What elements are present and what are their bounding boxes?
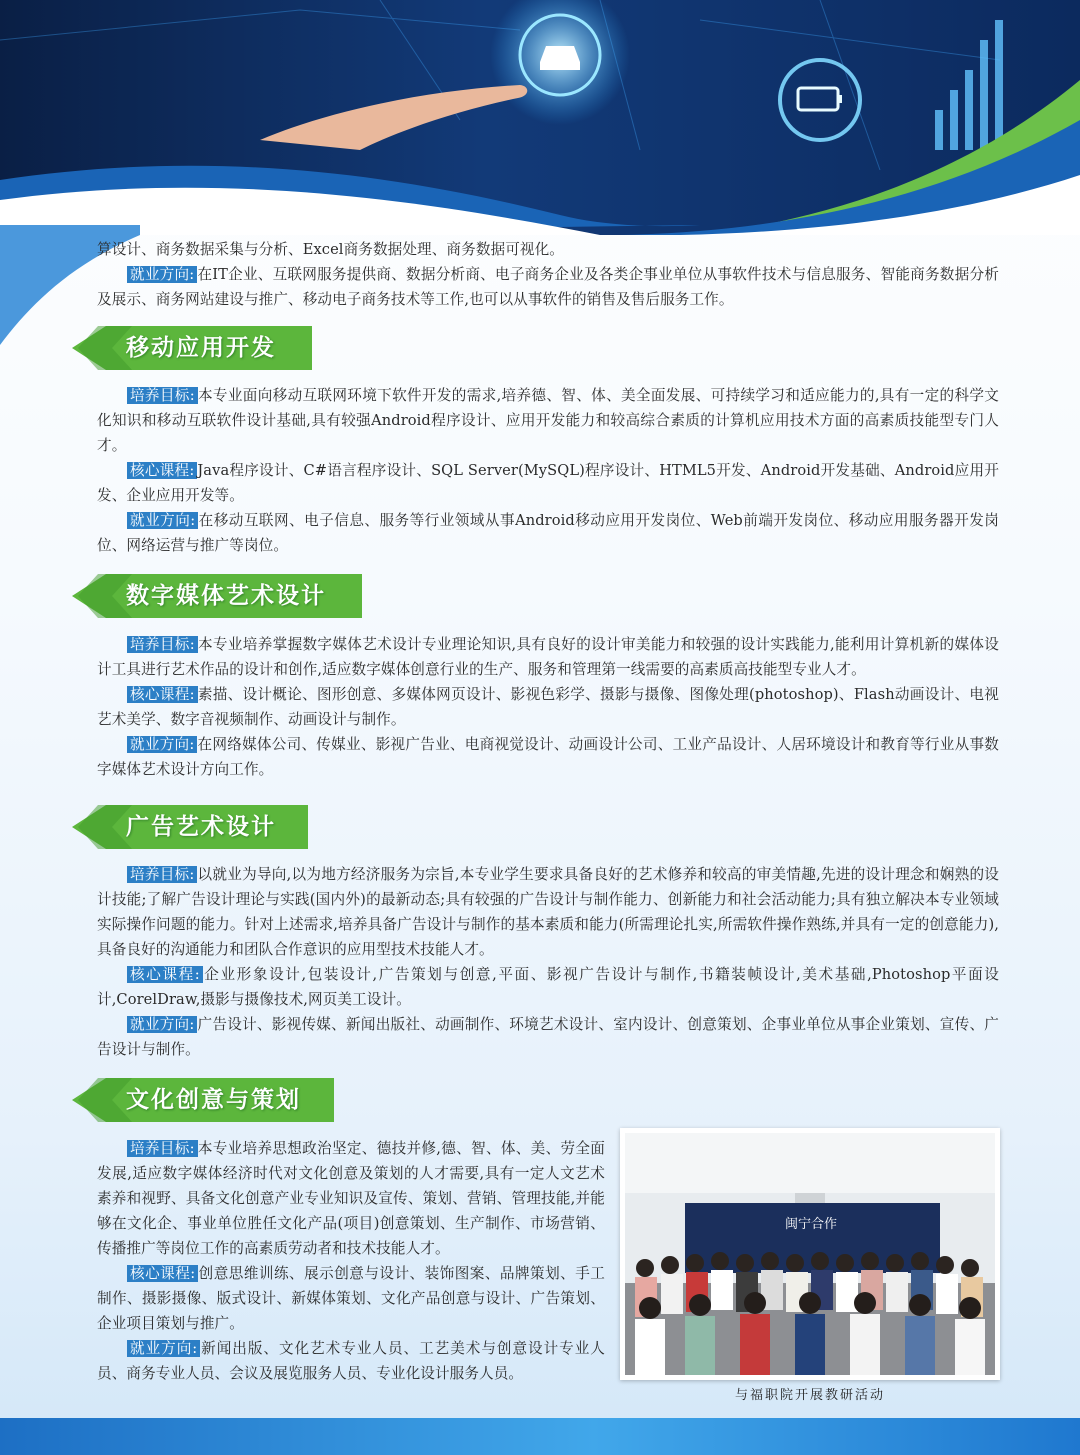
intro-fragment [97, 237, 999, 312]
tag-course: 核心课程: [127, 1265, 198, 1282]
section-title-mobile [72, 326, 312, 370]
section-title-text: 数字媒体艺术设计 [126, 583, 326, 609]
course-text: 企业形象设计,包装设计,广告策划与创意,平面、影视广告设计与制作,书籍装帧设计,美术基础,Photoshop平面设计,CorelDraw,摄影与摄像技术,网页美工设计。 [97, 966, 999, 1008]
job-text: 在网络媒体公司、传媒业、影视广告业、电商视觉设计、动画设计公司、工业产品设计、人居环境设计和教育等行业从事数字媒体艺术设计方向工作。 [97, 736, 1000, 778]
section-title-digital-media [72, 574, 362, 618]
bottom-bar [0, 1418, 1080, 1455]
tag-job: 就业方向: [127, 1340, 200, 1357]
course-text: Java程序设计、C#语言程序设计、SQL Server(MySQL)程序设计、HTML5开发、Android开发基础、Android应用开发、企业应用开发等。 [97, 462, 999, 504]
job-text: 新闻出版、文化艺术专业人员、工艺美术与创意设计专业人员、商务专业人员、会议及展览服务人员、专业化设计服务人员。 [97, 1340, 605, 1382]
goal-text: 本专业面向移动互联网环境下软件开发的需求,培养德、智、体、美全面发展、可持续学习和适应能力的,具有一定的科学文化知识和移动互联软件设计基础,具有较强Android程序设计、应用开发能力和较高综合素质的计算机应用技术方面的高素质技能型专门人才。 [97, 387, 999, 454]
section-title-text: 移动应用开发 [126, 335, 276, 361]
goal-text: 以就业为导向,以为地方经济服务为宗旨,本专业学生要求具备良好的艺术修养和较高的审美情趣,先进的设计理念和娴熟的设计技能;了解广告设计理论与实践(国内外)的最新动态;具有较强的广告设计与制作能力、创新能力和社会活动能力;具有独立解决本专业领域实际操作问题的能力。针对上述需求,培养具备广告设计与制作的基本素质和能力(所需理论扎实,所需软件操作熟练,并具有一定的创意能力),具备良好的沟通能力和团队合作意识的应用型技术技能人才。 [97, 866, 999, 958]
section-body-cultural-creative [97, 1136, 605, 1386]
hero-banner [0, 0, 1080, 235]
photo-caption: 与福职院开展教研活动 [734, 1388, 885, 1403]
course-text: 创意思维训练、展示创意与设计、装饰图案、品牌策划、手工制作、摄影摄像、版式设计、新媒体策划、文化产品创意与设计、广告策划、企业项目策划与推广。 [97, 1265, 606, 1332]
tag-goal: 培养目标: [127, 636, 198, 653]
tag-course: 核心课程: [127, 686, 198, 703]
section-title-advertising [72, 805, 308, 849]
tag-job: 就业方向: [127, 266, 197, 283]
tag-goal: 培养目标: [127, 1140, 198, 1157]
tag-course: 核心课程: [127, 462, 197, 479]
job-text: 广告设计、影视传媒、新闻出版社、动画制作、环境艺术设计、室内设计、创意策划、企事业单位从事企业策划、宣传、广告设计与制作。 [97, 1016, 1000, 1058]
tag-goal: 培养目标: [127, 866, 197, 883]
section-title-text: 文化创意与策划 [126, 1087, 301, 1113]
group-photo-image [625, 1133, 995, 1375]
tag-job: 就业方向: [127, 512, 198, 529]
section-body-mobile [97, 383, 999, 558]
section-title-cultural-creative [72, 1078, 334, 1122]
goal-text: 本专业培养思想政治坚定、德技并修,德、智、体、美、劳全面发展,适应数字媒体经济时代对文化创意及策划的人才需要,具有一定人文艺术素养和视野、具备文化创意产业专业知识及宣传、策划、营销、管理技能,并能够在文化企、事业单位胜任文化产品(项目)创意策划、生产制作、市场营销、传播推广等岗位工作的高素质劳动者和技术技能人才。 [97, 1140, 605, 1257]
intro-line: 算设计、商务数据采集与分析、Excel商务数据处理、商务数据可视化。 [97, 241, 564, 258]
tag-course: 核心课程: [127, 966, 203, 983]
tag-goal: 培养目标: [127, 387, 198, 404]
course-text: 素描、设计概论、图形创意、多媒体网页设计、影视色彩学、摄影与摄像、图像处理(photoshop)、Flash动画设计、电视艺术美学、数字音视频制作、动画设计与制作。 [97, 686, 999, 728]
screen-title: 闽宁合作 [784, 1217, 838, 1232]
tag-job: 就业方向: [127, 736, 197, 753]
tag-job: 就业方向: [127, 1016, 197, 1033]
section-body-digital-media [97, 632, 999, 782]
section-body-advertising [97, 862, 999, 1062]
job-text: 在移动互联网、电子信息、服务等行业领域从事Android移动应用开发岗位、Web前端开发岗位、移动应用服务器开发岗位、网络运营与推广等岗位。 [97, 512, 1000, 554]
intro-job [97, 262, 999, 312]
group-photo [620, 1128, 1000, 1380]
goal-text: 本专业培养掌握数字媒体艺术设计专业理论知识,具有良好的设计审美能力和较强的设计实践能力,能利用计算机新的媒体设计工具进行艺术作品的设计和创作,适应数字媒体创意行业的生产、服务和管理第一线需要的高素质高技能型专业人才。 [97, 636, 999, 678]
car-icon [540, 46, 580, 70]
intro-job-text: 在IT企业、互联网服务提供商、数据分析商、电子商务企业及各类企事业单位从事软件技术与信息服务、智能商务数据分析及展示、商务网站建设与推广、移动电子商务技术等工作,也可以从事软件的销售及售后服务工作。 [97, 266, 999, 308]
hero-artwork [0, 0, 1080, 235]
section-title-text: 广告艺术设计 [126, 814, 276, 840]
